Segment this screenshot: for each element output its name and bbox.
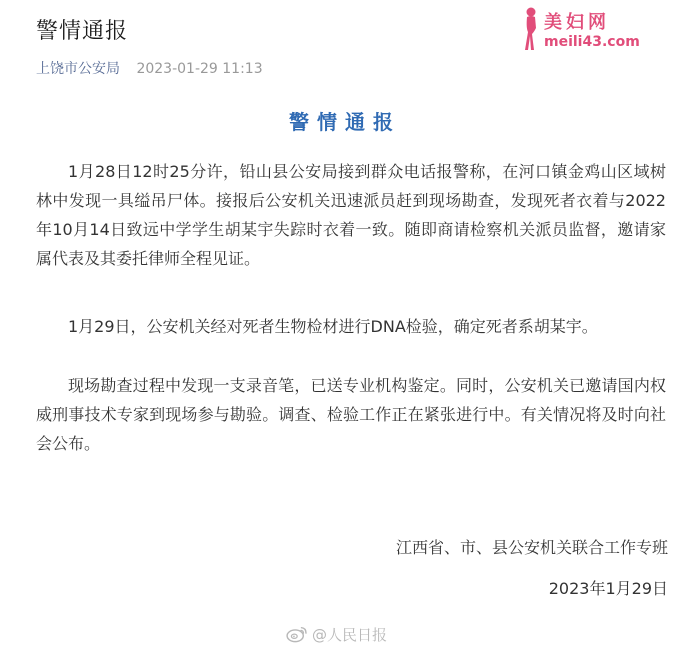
watermark-site-url: meili43.com bbox=[544, 34, 640, 50]
woman-figure-icon bbox=[520, 6, 542, 52]
weibo-icon bbox=[286, 625, 308, 643]
article-meta bbox=[36, 58, 263, 78]
signature-date: 2023年1月29日 bbox=[548, 579, 668, 598]
watermark-site-name: 美妇网 bbox=[544, 12, 610, 33]
site-watermark bbox=[520, 6, 680, 56]
article-datetime: 2023-01-29 11:13 bbox=[136, 61, 263, 77]
weibo-account-text: @人民日报 bbox=[312, 625, 388, 644]
notice-paragraph: 1月28日12时25分许，铅山县公安局接到群众电话报警称，在河口镇金鸡山区域树林中发现一具缢吊尸体。接报后公安机关迅速派员赶到现场勘查，发现死者衣着与2022年10月14日致远中学学生胡某宇失踪时衣着一致。随即商请检察机关派员监督，邀请家属代表及其委托律师全程见证。 bbox=[36, 162, 666, 268]
article-source-link[interactable]: 上饶市公安局 bbox=[36, 61, 120, 77]
weibo-watermark bbox=[286, 624, 387, 644]
notice-heading: 警情通报 bbox=[289, 110, 401, 134]
notice-paragraph: 现场勘查过程中发现一支录音笔，已送专业机构鉴定。同时，公安机关已邀请国内权威刑事技术专家到现场参与勘验。调查、检验工作正在紧张进行中。有关情况将及时向社会公布。 bbox=[36, 376, 666, 453]
notice-paragraph: 1月29日，公安机关经对死者生物检材进行DNA检验，确定死者系胡某宇。 bbox=[68, 317, 598, 336]
article-title: 警情通报 bbox=[36, 19, 129, 44]
signature-organization: 江西省、市、县公安机关联合工作专班 bbox=[395, 538, 668, 557]
